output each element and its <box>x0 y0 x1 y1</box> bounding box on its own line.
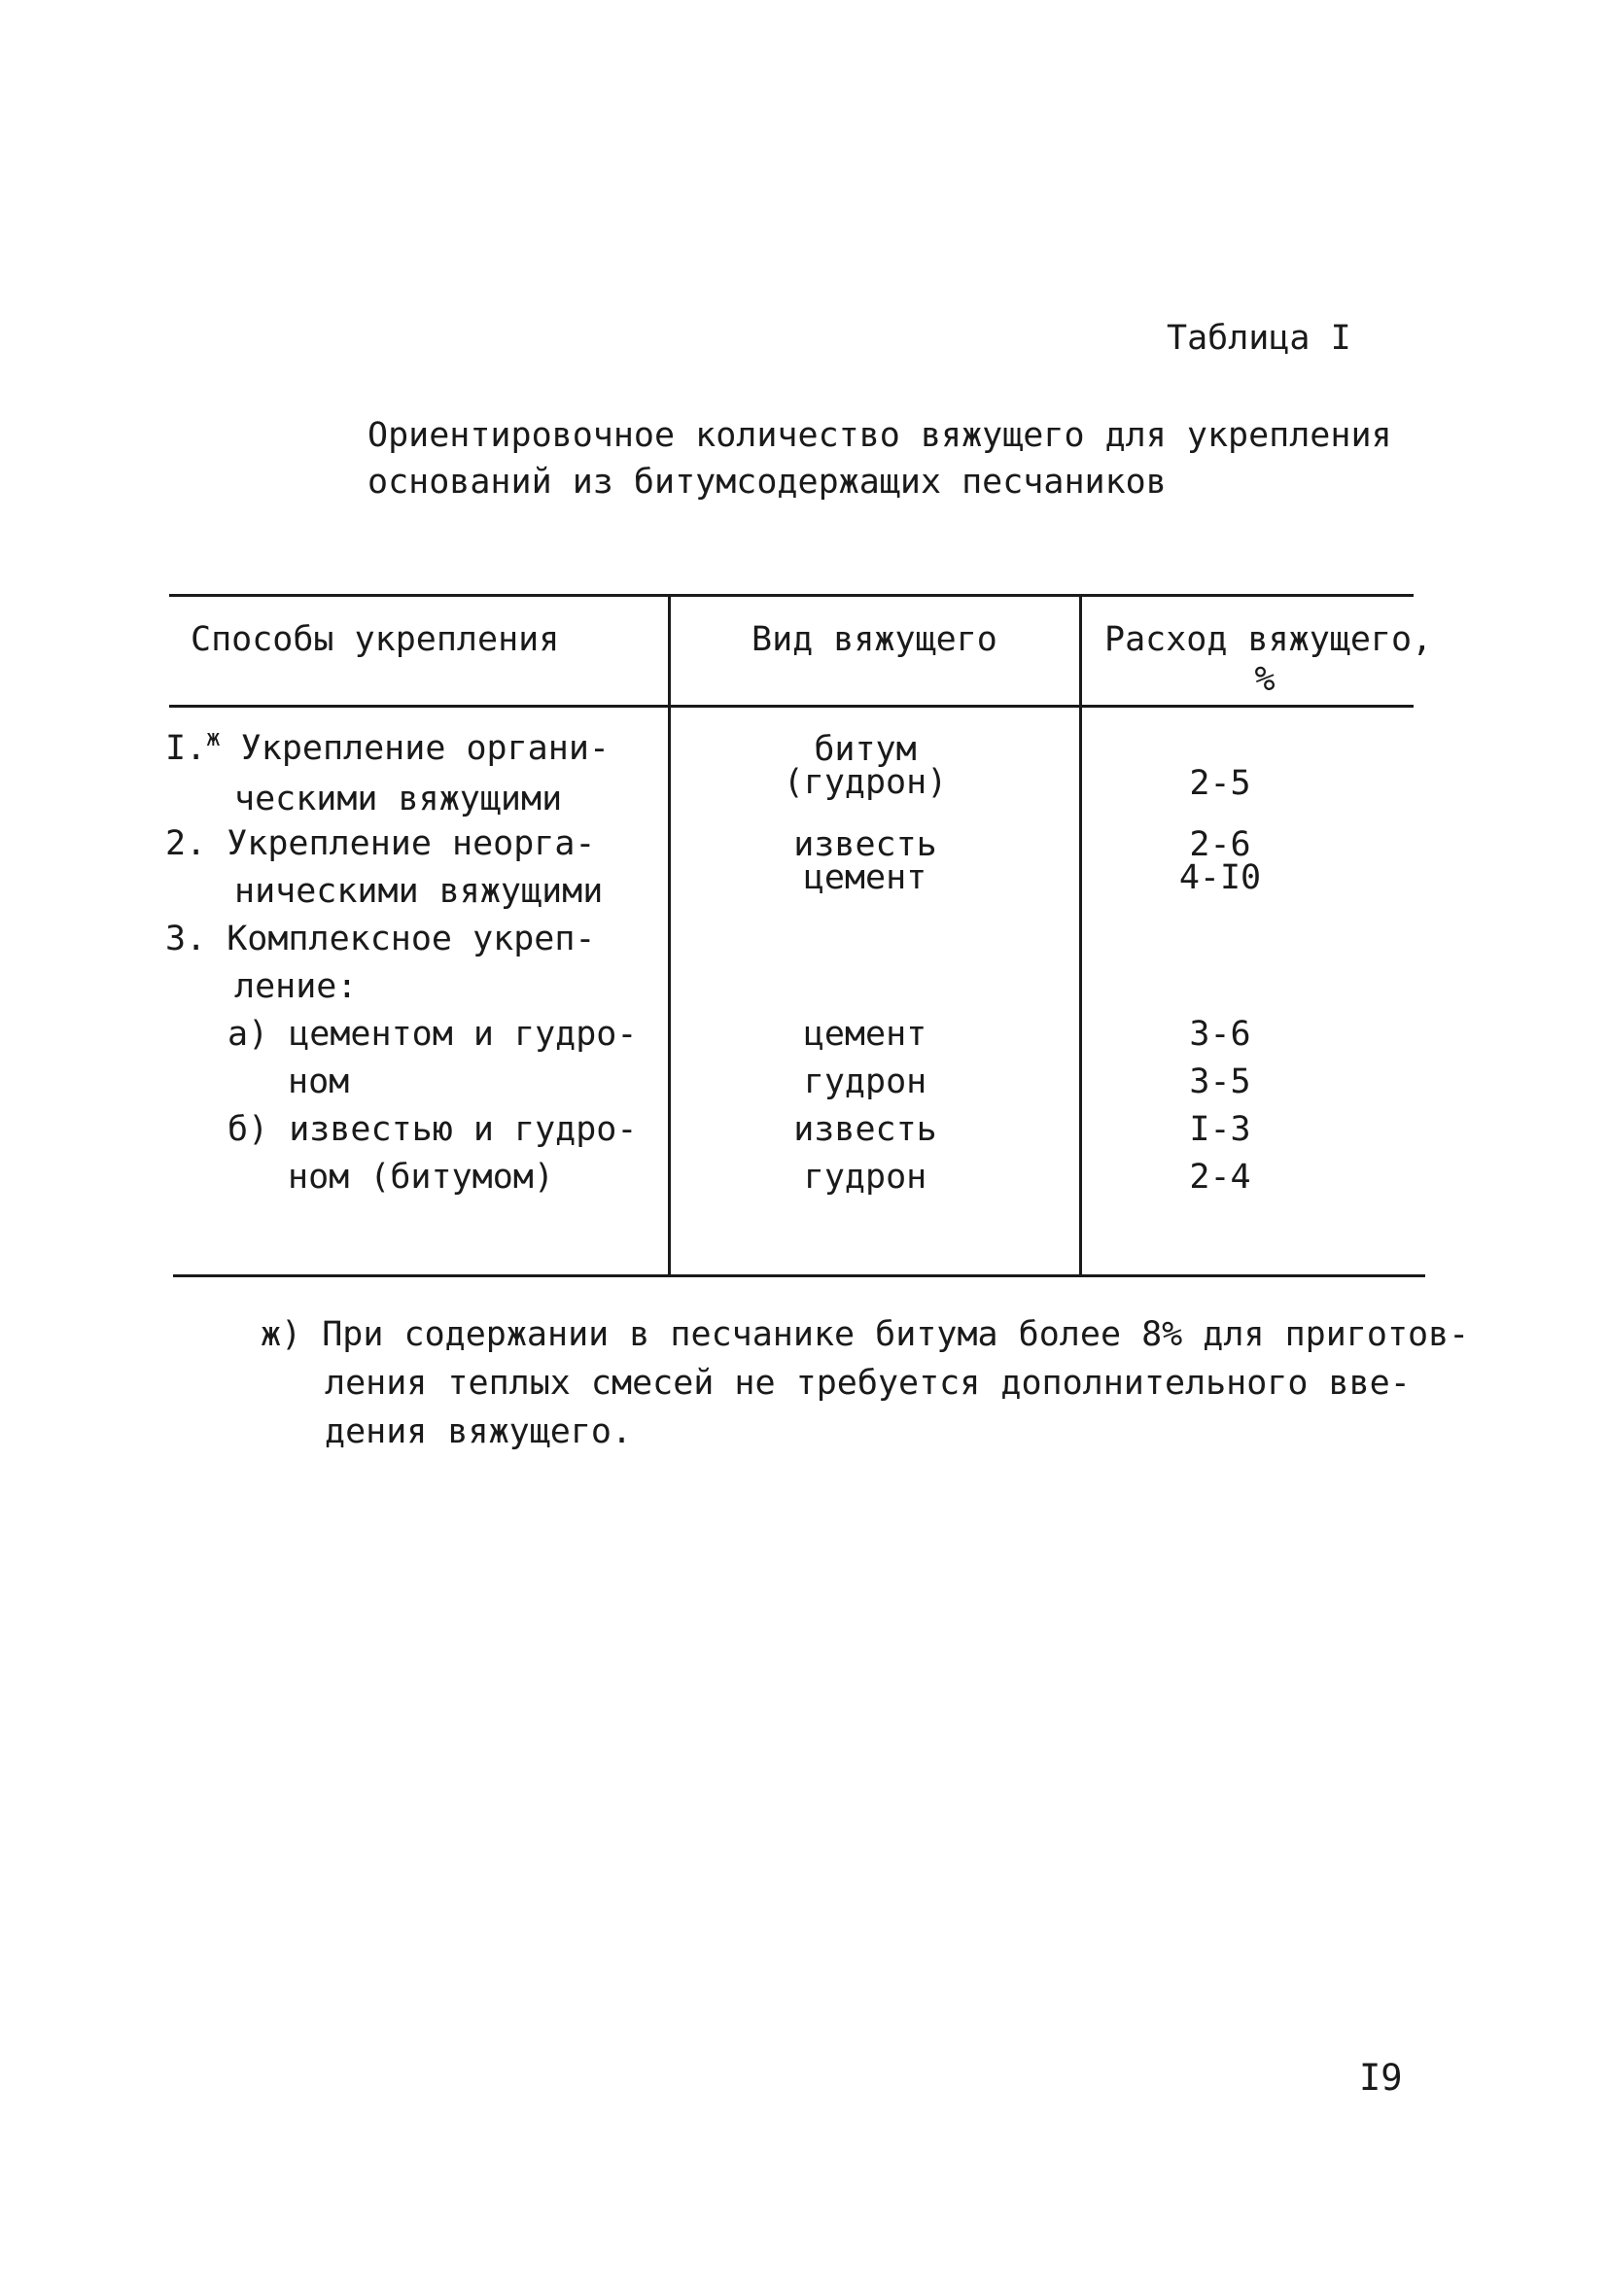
method-line-2: ном (битумом) <box>288 1158 554 1197</box>
method-line-1: 2. Укрепление неорга- <box>165 824 596 863</box>
method-line-2: ление: <box>234 967 358 1006</box>
binder-line-1: цемент <box>803 1015 927 1054</box>
caption-line-1: Ориентировочное количество вяжущего для укрепления <box>367 416 1392 455</box>
table-header-rule <box>169 705 1414 708</box>
table-top-rule <box>169 594 1414 597</box>
footnote-line-3: дения вяжущего. <box>325 1412 633 1451</box>
footnote-marker: ж <box>206 724 221 751</box>
rate-line-2: 4-I0 <box>1178 858 1262 897</box>
header-binder-rate <box>1104 616 1433 699</box>
table-column-divider-2 <box>1079 594 1082 1276</box>
header-binder-rate-line1: Расход вяжущего, <box>1104 620 1433 659</box>
method-line-1: а) цементом и гудро- <box>227 1015 638 1054</box>
rate-line-2: 3-5 <box>1189 1062 1251 1101</box>
table-bottom-rule <box>173 1274 1425 1277</box>
table-row-5-binder <box>778 1106 953 1201</box>
table-row-5-method <box>227 1106 637 1201</box>
table-row-4-binder <box>778 1011 953 1106</box>
table-row-1-rate: 2-5 <box>1189 764 1251 803</box>
method-number: I. <box>165 729 207 768</box>
table-label: Таблица I <box>1167 319 1351 358</box>
table-row-5-rate <box>1167 1106 1274 1201</box>
rate-line-1: 2-6 <box>1189 825 1251 864</box>
method-line-1 <box>165 725 610 776</box>
table-caption <box>367 412 1392 505</box>
table-row-1-binder <box>768 730 962 802</box>
rate-line-1: 3-6 <box>1189 1015 1251 1054</box>
method-line-2: ном <box>288 1062 350 1101</box>
method-line-1: 3. Комплексное укреп- <box>165 920 596 958</box>
table-row-1-method <box>165 725 610 823</box>
table-row-4-rate <box>1167 1011 1274 1106</box>
caption-line-2: оснований из битумсодержащих песчаников <box>367 463 1167 502</box>
header-methods: Способы укрепления <box>191 620 560 659</box>
binder-line-2: гудрон <box>803 1062 927 1101</box>
binder-line-2: гудрон <box>803 1158 927 1197</box>
rate-line-2: 2-4 <box>1189 1158 1251 1197</box>
table-row-3-method <box>165 916 596 1011</box>
method-line-2: ническими вяжущими <box>234 872 604 911</box>
header-binder-rate-line2: % <box>1254 660 1276 699</box>
header-binder-type: Вид вяжущего <box>752 620 997 659</box>
table-row-4-method <box>227 1011 637 1106</box>
footnote <box>261 1310 1469 1456</box>
method-line-1: б) известью и гудро- <box>227 1110 638 1149</box>
method-text: Укрепление органи- <box>220 729 610 768</box>
table-row-2-binder <box>778 825 953 897</box>
page-number: I9 <box>1359 2057 1403 2099</box>
binder-line-1: известь <box>793 825 937 864</box>
binder-line-1: известь <box>793 1110 937 1149</box>
table-row-2-rate <box>1167 825 1274 897</box>
footnote-line-2: ления теплых смесей не требуется дополнительного вве- <box>325 1364 1411 1403</box>
binder-line-2: цемент <box>803 858 927 897</box>
binder-line-2: (гудрон) <box>783 763 948 802</box>
binder-line-1: битум <box>814 730 917 769</box>
footnote-line-1: ж) При содержании в песчанике битума более 8% для приготов- <box>261 1315 1470 1354</box>
method-line-2: ческими вяжущими <box>234 780 563 818</box>
table-column-divider-1 <box>668 594 671 1276</box>
rate-line-1: I-3 <box>1189 1110 1251 1149</box>
table-row-2-method <box>165 820 603 916</box>
